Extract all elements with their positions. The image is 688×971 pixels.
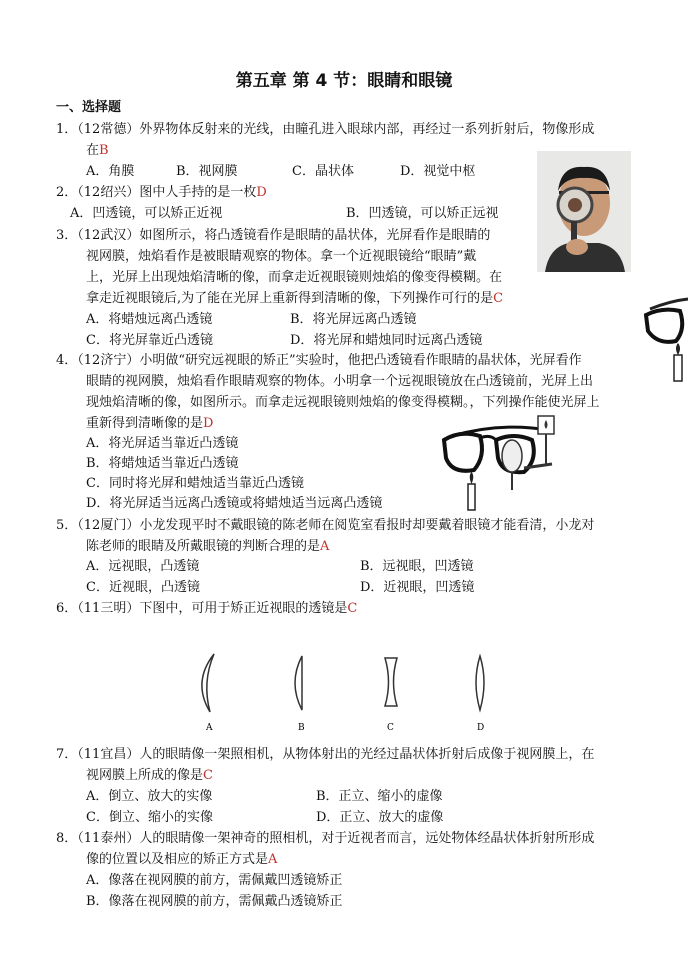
myopia-glasses-figure [640, 295, 688, 390]
lens-label-b: B [298, 723, 305, 733]
q1-option-b: B．视网膜 [176, 164, 238, 179]
q1-option-c: C．晶状体 [292, 164, 354, 179]
hyperopia-experiment-figure [440, 412, 590, 512]
q1-line-1: 1．（12常德）外界物体反射来的光线，由瞳孔进入眼球内部，再经过一系列折射后，物像形成 [56, 122, 595, 137]
q4-line-3: 现烛焰清晰的像，如图所示。而拿走远视眼镜则烛焰的像变得模糊。，下列操作能使光屏上 [86, 395, 600, 410]
q3-line-3: 上，光屏上出现烛焰清晰的像，而拿走近视眼镜则烛焰的像变得模糊。在 [86, 270, 503, 285]
q5-option-c: C．近视眼，凸透镜 [86, 580, 200, 595]
q7-line-1: 7．（11宜昌）人的眼睛像一架照相机，从物体射出的光经过晶状体折射后成像于视网膜上，在 [56, 747, 595, 762]
lens-c-shape [385, 658, 397, 706]
q7-answer: C [203, 768, 213, 783]
q1-option-a: A．角膜 [86, 164, 135, 179]
man-with-lens-photo [537, 151, 631, 272]
q7-option-d: D．正立、放大的虚像 [316, 810, 444, 825]
lens-label-d: D [477, 723, 485, 733]
q6-line-1: 6．（11三明）下图中，可用于矫正近视眼的透镜是C [56, 601, 358, 616]
q2-option-a: A．凹透镜，可以矫正近视 [70, 206, 223, 221]
lens-a-shape [202, 654, 214, 712]
q1-line-2: 在B [86, 143, 109, 158]
q7-option-a: A．倒立、放大的实像 [86, 789, 213, 804]
q7-line-2: 视网膜上所成的像是C [86, 768, 213, 783]
q4-answer: D [203, 416, 214, 431]
lens-label-c: C [387, 723, 394, 733]
q3-line-1: 3．（12武汉）如图所示，将凸透镜看作是眼睛的晶状体，光屏看作是眼睛的 [56, 228, 491, 243]
lens-d-shape [476, 656, 484, 710]
q8-option-a: A．像落在视网膜的前方，需佩戴凹透镜矫正 [86, 873, 343, 888]
q8-answer: A [268, 852, 278, 867]
lens-shapes-figure [180, 650, 500, 736]
q2-answer: D [256, 185, 267, 200]
page-title: 第五章 第 4 节：眼睛和眼镜 [235, 71, 453, 91]
lens-label-a: A [206, 723, 213, 733]
q3-answer: C [493, 291, 504, 306]
q1-answer: B [99, 143, 109, 158]
q5-line-2: 陈老师的眼睛及所戴眼镜的判断合理的是A [86, 539, 330, 554]
q8-line-1: 8．（11泰州）人的眼睛像一架神奇的照相机，对于近视者而言，远处物体经晶状体折射所形成 [56, 831, 595, 846]
section-heading: 一、选择题 [56, 100, 122, 115]
q3-option-a: A．将蜡烛远离凸透镜 [86, 312, 213, 327]
q1-option-d: D．视觉中枢 [400, 164, 476, 179]
q4-option-d: D．将光屏适当远离凸透镜或将蜡烛适当远离凸透镜 [86, 496, 383, 511]
q3-line-4: 拿走近视眼镜后,为了能在光屏上重新得到清晰的像，下列操作可行的是C [86, 291, 504, 306]
q3-option-b: B．将光屏远离凸透镜 [290, 312, 417, 327]
q4-line-1: 4．（12济宁）小明做“研究远视眼的矫正”实验时，他把凸透镜看作眼睛的晶状体，光屏看作 [56, 353, 582, 368]
q3-line-2: 视网膜，烛焰看作是被眼睛观察的物体。拿一个近视眼镜给“眼睛”戴 [86, 249, 477, 264]
q4-option-a: A．将光屏适当靠近凸透镜 [86, 436, 239, 451]
q5-option-d: D．近视眼，凹透镜 [360, 580, 475, 595]
q2-option-b: B．凹透镜，可以矫正远视 [346, 206, 499, 221]
q7-option-b: B．正立、缩小的虚像 [316, 789, 443, 804]
q4-option-b: B．将蜡烛适当靠近凸透镜 [86, 456, 239, 471]
q6-answer: C [347, 601, 358, 616]
lens-b-shape [295, 656, 302, 710]
q2-line-1: 2．（12绍兴）图中人手持的是一枚D [56, 185, 267, 200]
q5-line-1: 5．（12厦门）小龙发现平时不戴眼镜的陈老师在阅览室看报时却要戴着眼镜才能看清，小龙对 [56, 518, 595, 533]
q5-option-b: B．远视眼，凹透镜 [360, 559, 474, 574]
q4-line-4: 重新得到清晰像的是D [86, 416, 214, 431]
q8-option-b: B．像落在视网膜的前方，需佩戴凸透镜矫正 [86, 894, 343, 909]
q5-answer: A [320, 539, 330, 554]
q8-line-2: 像的位置以及相应的矫正方式是A [86, 852, 278, 867]
q7-option-c: C．倒立、缩小的实像 [86, 810, 213, 825]
q3-option-c: C．将光屏靠近凸透镜 [86, 333, 213, 348]
q3-option-d: D．将光屏和蜡烛同时远离凸透镜 [290, 333, 483, 348]
q5-option-a: A．远视眼，凸透镜 [86, 559, 200, 574]
q4-line-2: 眼睛的视网膜，烛焰看作眼睛观察的物体。小明拿一个远视眼镜放在凸透镜前，光屏上出 [86, 374, 594, 389]
q4-option-c: C．同时将光屏和蜡烛适当靠近凸透镜 [86, 476, 304, 491]
